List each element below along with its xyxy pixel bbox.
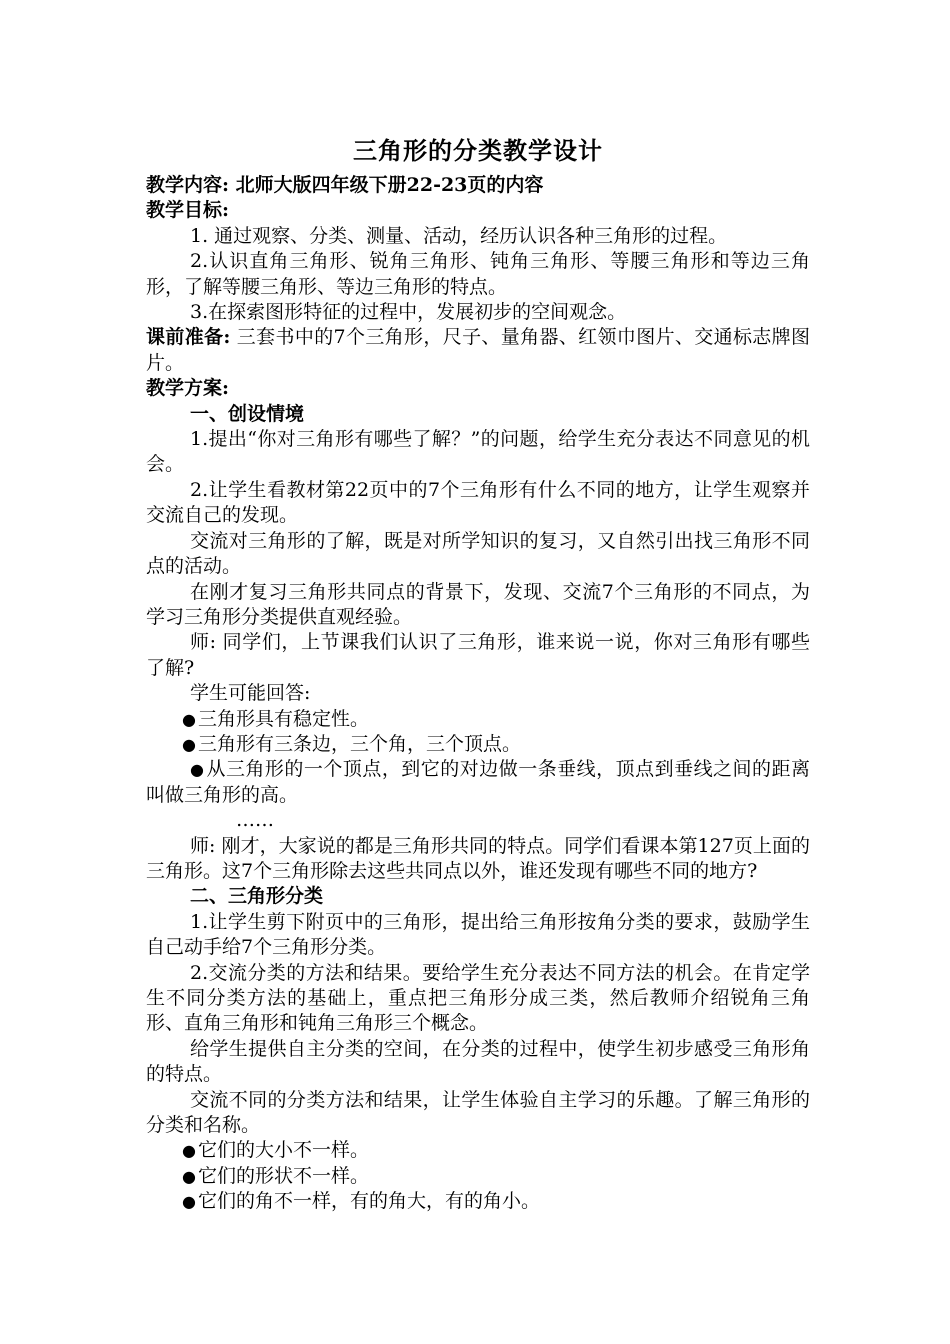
section-2-heading: 二、三角形分类 — [190, 885, 324, 908]
section-2-paragraph-4: 交流不同的分类方法和结果，让学生体验自主学习的乐趣。了解三角形的分类和名称。 — [146, 1088, 810, 1137]
goal-2: 2.认识直角三角形、锐角三角形、钝角三角形、等腰三角形和等边三角形，了解等腰三角形、等边三角形的特点。 — [146, 250, 810, 298]
section-1-bullet-3 — [146, 757, 810, 808]
section-2-bullet-2 — [146, 1164, 810, 1189]
section-1-paragraph-6: 学生可能回答: — [190, 682, 311, 705]
bullet-icon: ● — [182, 1192, 196, 1212]
section-1-heading: 一、创设情境 — [190, 402, 305, 425]
section-1-bullet-1 — [146, 707, 810, 732]
section-1-paragraph-7: 师: 刚才，大家说的都是三角形共同的特点。同学们看课本第127页上面的三角形。这7个三角形除去这些共同点以外，谁还发现有哪些不同的地方? — [146, 834, 810, 882]
bullet-text: 它们的大小不一样。 — [197, 1139, 369, 1162]
goal-1: 1. 通过观察、分类、测量、活动，经历认识各种三角形的过程。 — [190, 224, 728, 247]
goal-3: 3.在探索图形特征的过程中，发展初步的空间观念。 — [190, 301, 627, 324]
section-1-paragraph-5: 师: 同学们，上节课我们认识了三角形，谁来说一说，你对三角形有哪些了解? — [146, 631, 810, 679]
section-1-ellipsis: …… — [236, 809, 274, 832]
preparation-label: 课前准备: — [146, 326, 231, 349]
document-title: 三角形的分类教学设计 — [353, 136, 603, 165]
section-2-paragraph-1: 1.让学生剪下附页中的三角形，提出给三角形按角分类的要求，鼓励学生自己动手给7个三角形分类。 — [146, 910, 810, 959]
teaching-content-text: 北师大版四年级下册22-23页的内容 — [229, 174, 544, 196]
bullet-icon: ● — [182, 709, 196, 729]
preparation — [146, 325, 810, 376]
section-2-paragraph-3: 给学生提供自主分类的空间，在分类的过程中，使学生初步感受三角形角的特点。 — [146, 1037, 810, 1086]
bullet-text: 它们的形状不一样。 — [197, 1164, 369, 1187]
section-1-bullet-2 — [146, 732, 810, 757]
bullet-icon: ● — [182, 1166, 196, 1186]
section-1-paragraph-4: 在刚才复习三角形共同点的背景下，发现、交流7个三角形的不同点，为学习三角形分类提供直观经验。 — [146, 580, 810, 628]
bullet-icon: ● — [190, 760, 205, 780]
bullet-text: 三角形具有稳定性。 — [197, 707, 369, 730]
teaching-goals-label: 教学目标: — [146, 199, 230, 222]
section-1-paragraph-2: 2.让学生看教材第22页中的7个三角形有什么不同的地方，让学生观察并交流自己的发现。 — [146, 478, 810, 527]
teaching-content — [146, 173, 810, 198]
preparation-text: 三套书中的7个三角形，尺子、量角器、红领巾图片、交通标志牌图片。 — [146, 326, 811, 374]
bullet-text: 从三角形的一个顶点，到它的对边做一条垂线，顶点到垂线之间的距离叫做三角形的高。 — [146, 758, 810, 806]
bullet-icon: ● — [182, 734, 196, 754]
section-2-bullet-3 — [146, 1189, 810, 1214]
bullet-text: 它们的角不一样，有的角大，有的角小。 — [197, 1190, 540, 1213]
section-2-bullet-1 — [146, 1138, 810, 1163]
section-2-paragraph-2: 2.交流分类的方法和结果。要给学生充分表达不同方法的机会。在肯定学生不同分类方法的基础上，重点把三角形分成三类，然后教师介绍锐角三角形、直角三角形和钝角三角形三个概念。 — [146, 961, 810, 1035]
teaching-plan-label: 教学方案: — [146, 377, 230, 400]
section-1-paragraph-3: 交流对三角形的了解，既是对所学知识的复习，又自然引出找三角形不同点的活动。 — [146, 529, 810, 578]
bullet-text: 三角形有三条边，三个角，三个顶点。 — [197, 732, 521, 755]
teaching-content-label: 教学内容: — [146, 174, 230, 196]
section-1-paragraph-1: 1.提出“你对三角形有哪些了解？”的问题，给学生充分表达不同意见的机会。 — [146, 428, 810, 476]
bullet-icon: ● — [182, 1141, 196, 1161]
